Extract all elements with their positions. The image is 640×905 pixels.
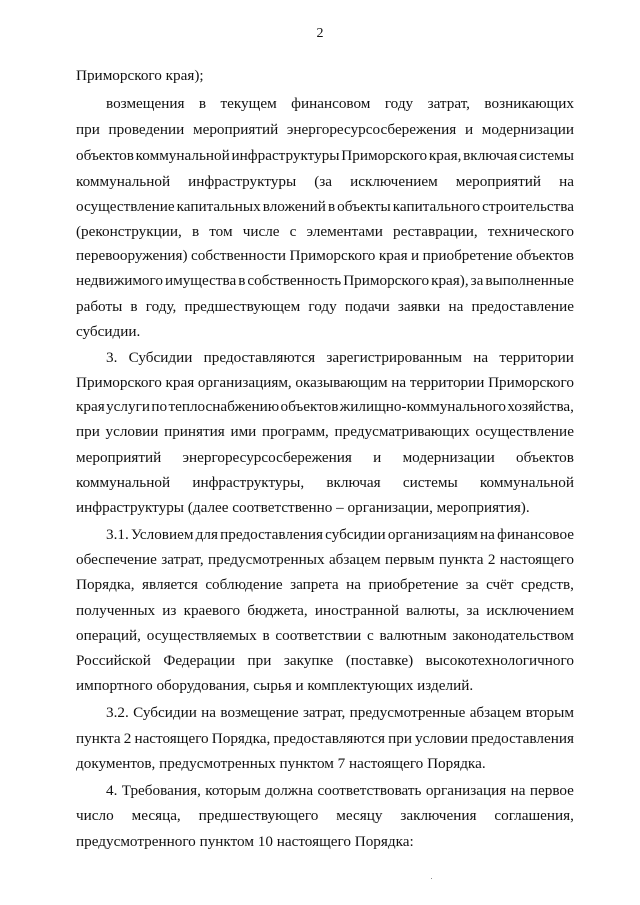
text-line: 3.1. Условием для предоставления субсидии организациям на финансовое	[106, 526, 574, 543]
text-line: субсидии.	[76, 323, 141, 340]
text-line: края услуги по теплоснабжению объектов жилищно-коммунального хозяйства,	[76, 398, 574, 415]
text-line: документов, предусмотренных пунктом 7 настоящего Порядка.	[76, 755, 486, 772]
text-line: возмещения в текущем финансовом году затрат, возникающих	[106, 95, 574, 112]
text-line: (реконструкции, в том числе с элементами реставрации, технического	[76, 223, 574, 240]
text-line: предусмотренного пунктом 10 настоящего Порядка:	[76, 833, 414, 850]
text-line: Российской Федерации при закупке (поставке) высокотехнологичного	[76, 652, 574, 669]
text-line: объектов коммунальной инфраструктуры Приморского края, включая системы	[76, 147, 574, 164]
text-line: осуществление капитальных вложений в объекты капитального строительства	[76, 198, 574, 215]
text-line: 4. Требования, которым должна соответствовать организация на первое	[106, 782, 574, 799]
text-line: Приморского края организациям, оказывающим на территории Приморского	[76, 374, 574, 391]
text-line: Порядка, является соблюдение запрета на приобретение за счёт средств,	[76, 576, 574, 593]
text-line: импортного оборудования, сырья и комплектующих изделий.	[76, 677, 474, 694]
text-line: инфраструктуры (далее соответственно – организации, мероприятия).	[76, 499, 530, 516]
text-line: Приморского края);	[76, 67, 204, 84]
text-line: при проведении мероприятий энергоресурсосбережения и модернизации	[76, 121, 574, 138]
text-line: число месяца, предшествующего месяцу заключения соглашения,	[76, 807, 574, 824]
text-line: работы в году, предшествующем году подачи заявки на предоставление	[76, 298, 574, 315]
text-line: коммунальной инфраструктуры, включая системы коммунальной	[76, 474, 574, 491]
text-line: полученных из краевого бюджета, иностранной валюты, за исключением	[76, 602, 574, 619]
text-line: операций, осуществляемых в соответствии с валютным законодательством	[76, 627, 574, 644]
page-number: 2	[316, 26, 324, 41]
text-line: перевооружения) собственности Приморского края и приобретение объектов	[76, 247, 574, 264]
text-line: при условии принятия ими программ, предусматривающих осуществление	[76, 423, 574, 440]
text-line: коммунальной инфраструктуры (за исключением мероприятий на	[76, 173, 574, 190]
text-line: 3.2. Субсидии на возмещение затрат, предусмотренные абзацем вторым	[106, 704, 574, 721]
text-line: 3. Субсидии предоставляются зарегистрированным на территории	[106, 349, 574, 366]
text-line: недвижимого имущества в собственность Приморского края), за выполненные	[76, 272, 574, 289]
text-line: обеспечение затрат, предусмотренных абзацем первым пункта 2 настоящего	[76, 551, 574, 568]
text-line: пункта 2 настоящего Порядка, предоставляются при условии предоставления	[76, 730, 574, 747]
text-line: мероприятий энергоресурсосбережения и модернизации объектов	[76, 449, 574, 466]
scan-speck	[431, 878, 432, 879]
